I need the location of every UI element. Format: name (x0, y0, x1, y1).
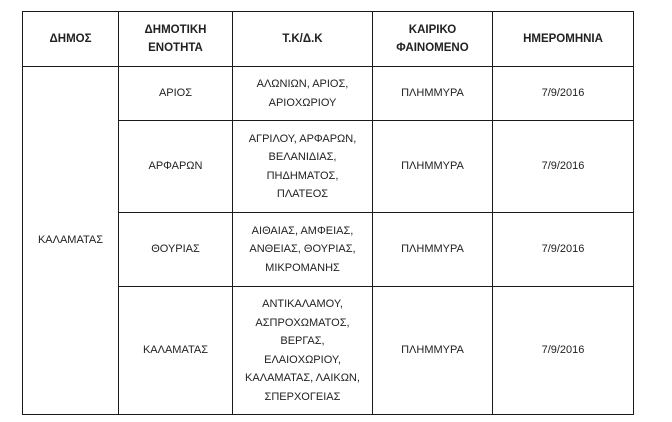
tk-line: ΠΛΑΤΕΟΣ (276, 188, 329, 200)
header-imerominia-label: ΗΜΕΡΟΜΗΝΙΑ (523, 33, 603, 45)
tk-line: ΑΓΡΙΛΟΥ, ΑΡΦΑΡΩΝ, (248, 132, 357, 145)
header-tk (233, 12, 373, 67)
tk-cell (233, 287, 373, 415)
enotita-cell (119, 287, 233, 415)
tk-line: ΕΛΑΙΟΧΩΡΙΟΥ, (264, 353, 341, 366)
tk-cell (233, 121, 373, 213)
imerominia-value: 7/9/2016 (541, 160, 585, 173)
tk-line: ΠΗΔΗΜΑΤΟΣ, (266, 169, 339, 182)
imerominia-value: 7/9/2016 (541, 243, 585, 256)
dimos-value: ΚΑΛΑΜΑΤΑΣ (37, 234, 104, 247)
header-imerominia (493, 12, 634, 67)
tk-line: ΒΕΛΑΝΙΔΙΑΣ, (268, 151, 337, 163)
enotita-cell (119, 67, 233, 121)
imerominia-cell (493, 67, 634, 121)
fainomeno-cell (373, 287, 493, 415)
header-enotita-line: ΕΝΟΤΗΤΑ (148, 42, 203, 54)
tk-line: ΣΠΕΡΧΟΓΕΙΑΣ (264, 390, 341, 403)
imerominia-value: 7/9/2016 (541, 87, 585, 100)
tk-line: ΑΡΙΟΧΩΡΙΟΥ (268, 96, 337, 109)
enotita-cell (119, 121, 233, 213)
tk-line: ΚΑΛΑΜΑΤΑΣ, ΛΑΙΚΩΝ, (245, 372, 360, 384)
tk-line: ΒΕΡΓΑΣ, (280, 335, 325, 347)
fainomeno-cell (373, 121, 493, 213)
enotita-value: ΑΡΦΑΡΩΝ (148, 160, 203, 173)
enotita-value: ΚΑΛΑΜΑΤΑΣ (142, 344, 209, 357)
fainomeno-value: ΠΛΗΜΜΥΡΑ (401, 160, 464, 173)
fainomeno-cell (373, 67, 493, 121)
header-enotita (119, 12, 233, 67)
enotita-value: ΑΡΙΟΣ (158, 87, 193, 100)
fainomeno-value: ΠΛΗΜΜΥΡΑ (401, 243, 464, 256)
header-fainomeno (373, 12, 493, 67)
tk-cell (233, 213, 373, 287)
fainomeno-cell (373, 213, 493, 287)
tk-line: ΑΝΤΙΚΑΛΑΜΟΥ, (262, 298, 343, 310)
tk-cell (233, 67, 373, 121)
fainomeno-value: ΠΛΗΜΜΥΡΑ (401, 344, 464, 357)
header-row (23, 12, 634, 67)
tk-line: ΜΙΚΡΟΜΑΝΗΣ (265, 261, 340, 274)
imerominia-cell (493, 213, 634, 287)
header-fainomeno-line: ΦΑΙΝΟΜΕΝΟ (396, 42, 469, 54)
imerominia-cell (493, 287, 634, 415)
imerominia-value: 7/9/2016 (541, 344, 585, 357)
fainomeno-value: ΠΛΗΜΜΥΡΑ (401, 87, 464, 100)
disaster-table (22, 11, 634, 415)
table-row (23, 67, 634, 121)
header-fainomeno-line: ΚΑΙΡΙΚΟ (408, 24, 457, 36)
tk-line: ΑΝΘΕΙΑΣ, ΘΟΥΡΙΑΣ, (249, 243, 356, 256)
header-enotita-line: ΔΗΜΟΤΙΚΗ (144, 24, 207, 36)
imerominia-cell (493, 121, 634, 213)
dimos-cell (23, 67, 119, 415)
enotita-value: ΘΟΥΡΙΑΣ (151, 243, 200, 256)
tk-line: ΑΙΘΑΙΑΣ, ΑΜΦΕΙΑΣ, (251, 224, 354, 237)
tk-line: ΑΛΩΝΙΩΝ, ΑΡΙΟΣ, (256, 78, 349, 90)
enotita-cell (119, 213, 233, 287)
header-dimos-label: ΔΗΜΟΣ (49, 33, 92, 45)
header-dimos (23, 12, 119, 67)
header-tk-label: Τ.Κ/Δ.Κ (282, 33, 323, 45)
tk-line: ΑΣΠΡΟΧΩΜΑΤΟΣ, (255, 316, 350, 329)
